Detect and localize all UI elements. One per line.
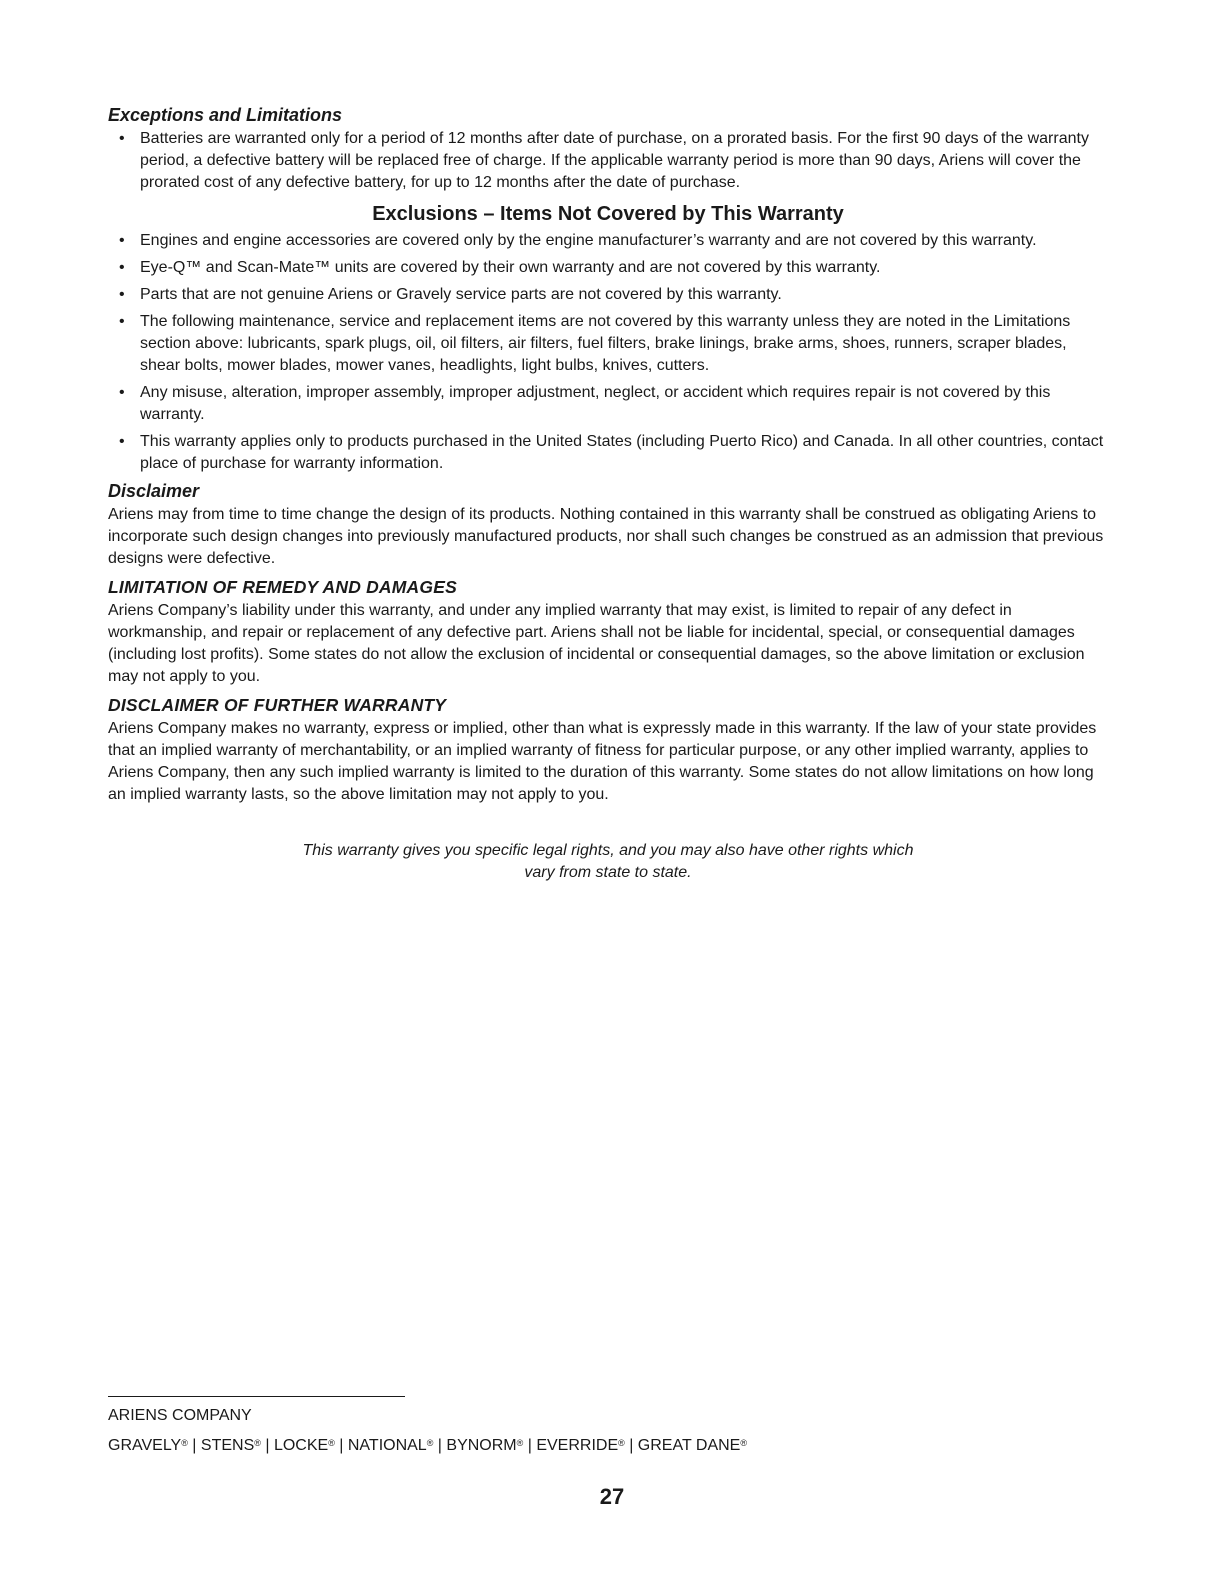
bullet-icon: •: [119, 259, 125, 276]
registered-mark: ®: [426, 1438, 434, 1448]
warranty-content: [108, 104, 1108, 884]
further-warranty-heading: DISCLAIMER OF FURTHER WARRANTY: [108, 695, 447, 715]
list-item-text: This warranty applies only to products purchased in the United States (including Puerto Rico) and Canada. In all other countries, contact place of purchase for warranty information.: [140, 433, 1104, 472]
brand-separator: |: [260, 1437, 274, 1454]
registered-mark: ®: [181, 1438, 188, 1448]
brand-name: STENS: [200, 1437, 255, 1454]
brand-separator: |: [433, 1437, 447, 1454]
registered-mark: ®: [328, 1438, 335, 1448]
footer-brands: [108, 1435, 1108, 1457]
exceptions-heading: Exceptions and Limitations: [108, 105, 343, 125]
disclaimer-heading: Disclaimer: [108, 481, 200, 501]
limitation-heading: LIMITATION OF REMEDY AND DAMAGES: [108, 577, 457, 597]
list-item: [108, 257, 1108, 279]
registered-mark: ®: [740, 1438, 747, 1448]
closing-line-1: This warranty gives you specific legal rights, and you may also have other rights which: [302, 842, 914, 859]
list-item-text: Eye-Q™ and Scan-Mate™ units are covered by their own warranty and are not covered by this warranty.: [140, 259, 881, 276]
brand-name: LOCKE: [273, 1437, 329, 1454]
bullet-icon: •: [119, 433, 125, 450]
registered-mark: ®: [618, 1438, 625, 1448]
brand-name: EVERRIDE: [536, 1437, 619, 1454]
brand-separator: |: [624, 1437, 638, 1454]
bullet-icon: •: [119, 232, 125, 249]
bullet-icon: •: [119, 286, 125, 303]
page-footer: [108, 1396, 1108, 1457]
list-item: [108, 382, 1108, 426]
brand-separator: |: [334, 1437, 348, 1454]
list-item: [108, 128, 1108, 194]
bullet-icon: •: [119, 130, 125, 147]
bullet-icon: •: [119, 313, 125, 330]
footer-company: ARIENS COMPANY: [108, 1407, 252, 1424]
registered-mark: ®: [516, 1438, 524, 1448]
list-item-text: Batteries are warranted only for a period of 12 months after date of purchase, on a prorated basis. For the first 90 days of the warranty period, a defective battery will be replaced free of charge. If the applicable warranty period is more than 90 days, Ariens will cover the prorated cost of any defective battery, for up to 12 months after the date of purchase.: [140, 130, 1089, 191]
list-item-text: Any misuse, alteration, improper assembly, improper adjustment, neglect, or accident which requires repair is not covered by this warranty.: [140, 384, 1051, 423]
brand-name: NATIONAL: [347, 1437, 427, 1454]
footer-divider: [108, 1396, 405, 1397]
list-item-text: The following maintenance, service and replacement items are not covered by this warranty unless they are noted in the Limitations section above: lubricants, spark plugs, oil, oil filters, air filters, fuel filters, brake linings, brake arms, shoes, runners, scraper blades, shear bolts, mower blades, mower vanes, headlights, light bulbs, knives, cutters.: [140, 313, 1071, 374]
further-warranty-text: Ariens Company makes no warranty, express or implied, other than what is expressly made in this warranty. If the law of your state provides that an implied warranty of merchantability, or an implied warranty of fitness for particular purpose, or any other implied warranty, applies to Ariens Company, then any such implied warranty is limited to the duration of this warranty. Some states do not allow limitations on how long an implied warranty lasts, so the above limitation may not apply to you.: [108, 720, 1097, 803]
page-number: 27: [599, 1484, 625, 1509]
list-item: [108, 311, 1108, 377]
closing-line-2: vary from state to state.: [524, 864, 692, 881]
brand-name: GREAT DANE: [637, 1437, 741, 1454]
brand-name: BYNORM: [446, 1437, 517, 1454]
brand-separator: |: [187, 1437, 201, 1454]
list-item: [108, 230, 1108, 252]
exclusions-heading: Exclusions – Items Not Covered by This Warranty: [372, 203, 844, 225]
list-item-text: Engines and engine accessories are covered only by the engine manufacturer’s warranty and are not covered by this warranty.: [140, 232, 1037, 249]
list-item-text: Parts that are not genuine Ariens or Gravely service parts are not covered by this warranty.: [140, 286, 782, 303]
bullet-icon: •: [119, 384, 125, 401]
list-item: [108, 284, 1108, 306]
exceptions-list: [108, 128, 1108, 194]
disclaimer-text: Ariens may from time to time change the design of its products. Nothing contained in this warranty shall be construed as obligating Ariens to incorporate such design changes into previously manufactured products, nor shall such changes be construed as an admission that previous designs were defective.: [108, 506, 1104, 567]
exclusions-list: [108, 230, 1108, 475]
brand-separator: |: [523, 1437, 537, 1454]
limitation-text: Ariens Company’s liability under this warranty, and under any implied warranty that may exist, is limited to repair of any defect in workmanship, and repair or replacement of any defective part. Ariens shall not be liable for incidental, special, or consequential damages (including lost profits). Some states do not allow the exclusion of incidental or consequential damages, so the above limitation or exclusion may not apply to you.: [108, 602, 1085, 685]
list-item: [108, 431, 1108, 475]
brand-name: GRAVELY: [108, 1437, 182, 1454]
registered-mark: ®: [254, 1438, 261, 1448]
closing-statement: [248, 840, 968, 884]
